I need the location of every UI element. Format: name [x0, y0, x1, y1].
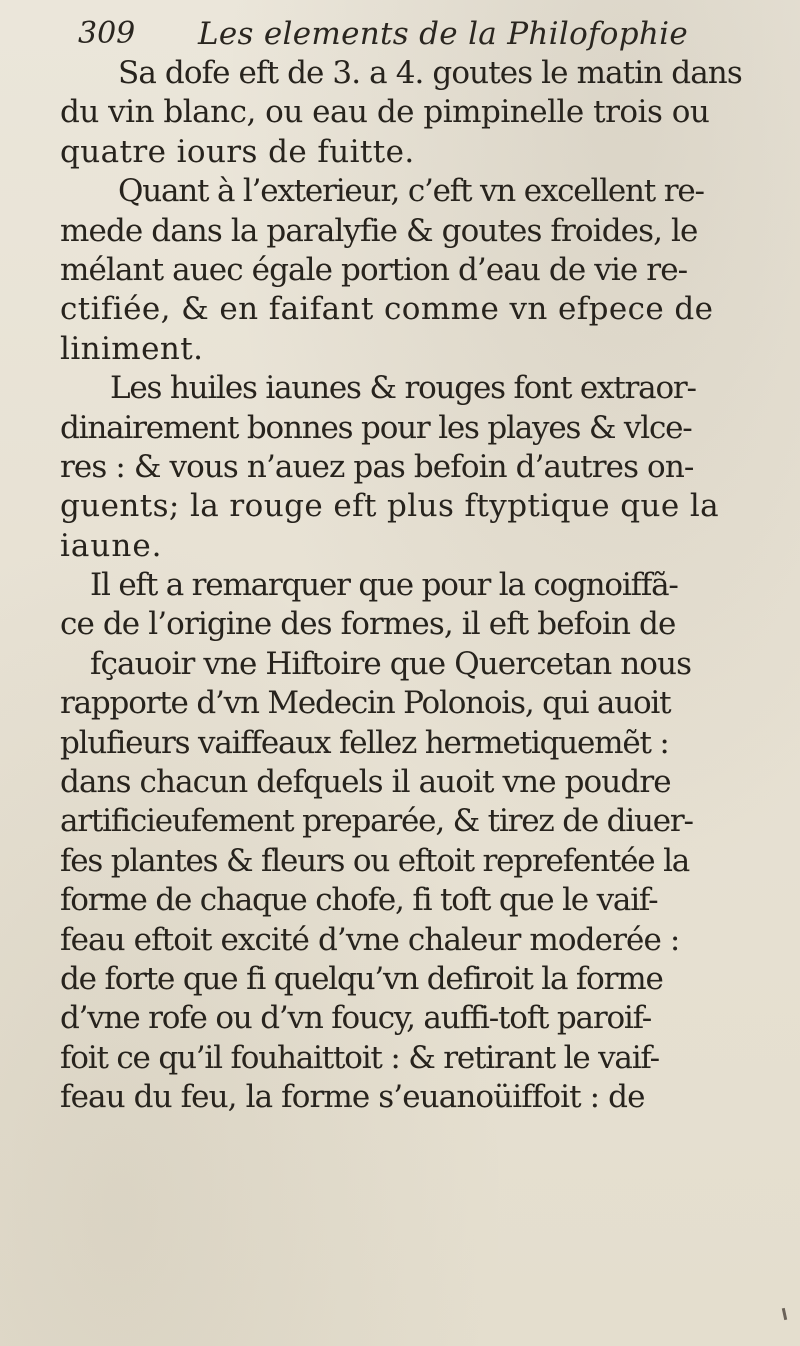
- text-line: artificieufement preparée, & tirez de diuer-: [60, 803, 693, 840]
- text-line: dinairement bonnes pour les playes & vlce-: [60, 409, 692, 446]
- text-line: mélant auec égale portion d’eau de vie re-: [60, 251, 688, 288]
- text-line: Quant à l’exterieur, c’eft vn excellent re-: [118, 173, 704, 210]
- text-line: quatre iours de fuitte.: [60, 133, 415, 170]
- running-title: Les elements de la Philofophie: [198, 16, 689, 52]
- text-line: liniment.: [60, 330, 204, 367]
- text-line: Il eft a remarquer que pour la cognoiffã-: [90, 567, 678, 604]
- text-line: d’vne rofe ou d’vn foucy, auffi-toft paroif-: [60, 1000, 652, 1037]
- text-line: plufieurs vaiffeaux fellez hermetiquemẽt :: [60, 724, 669, 761]
- running-head: [78, 10, 778, 58]
- paper-mark: [782, 1308, 787, 1320]
- text-line: Sa dofe eft de 3. a 4. goutes le matin dans: [118, 55, 742, 91]
- text-line: de forte que fi quelqu’vn defiroit la forme: [60, 960, 663, 997]
- body-text: [50, 54, 772, 1118]
- text-line: iaune.: [60, 527, 163, 564]
- text-line: fes plantes & fleurs ou eftoit reprefentée la: [60, 842, 690, 879]
- text-line: ce de l’origine des formes, il eft befoin de: [60, 606, 676, 643]
- text-line: mede dans la paralyfie & goutes froides, le: [60, 212, 698, 249]
- text-line: ctifiée, & en faifant comme vn efpece de: [60, 291, 714, 328]
- text-line: Les huiles iaunes & rouges font extraor-: [110, 370, 696, 407]
- text-line: foit ce qu’il fouhaittoit : & retirant le vaif-: [60, 1039, 659, 1076]
- text-line: feau eftoit excité d’vne chaleur moderée :: [60, 921, 680, 958]
- text-line: rapporte d’vn Medecin Polonois, qui auoit: [60, 685, 671, 722]
- text-line: feau du feu, la forme s’euanoüiffoit : de: [60, 1079, 645, 1116]
- text-line: forme de chaque chofe, fi toft que le vaif-: [60, 882, 658, 919]
- page-number: 309: [78, 16, 136, 51]
- text-line: res : & vous n’auez pas befoin d’autres on-: [60, 448, 694, 485]
- text-line: fçauoir vne Hiftoire que Quercetan nous: [90, 645, 692, 682]
- text-line: guents; la rouge eft plus ftyptique que la: [60, 488, 720, 525]
- text-line: du vin blanc, ou eau de pimpinelle trois ou: [60, 94, 710, 131]
- text-line: dans chacun defquels il auoit vne poudre: [60, 764, 671, 801]
